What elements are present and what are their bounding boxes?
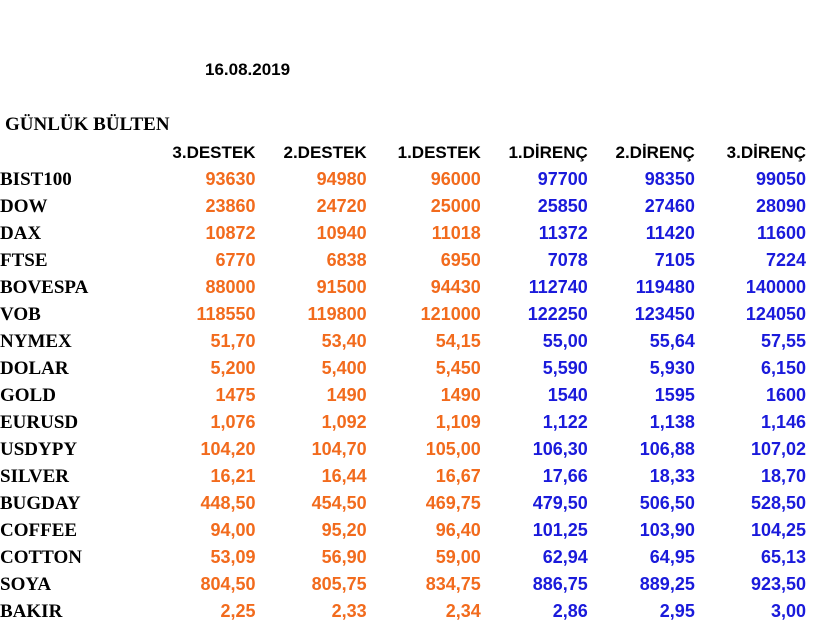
instrument-name: DOLAR — [0, 358, 69, 379]
table-row — [0, 598, 808, 625]
resistance-value: 1,138 — [649, 412, 695, 432]
resistance-value: 18,70 — [760, 466, 806, 486]
support-value: 96000 — [430, 169, 481, 189]
support-value: 2,25 — [220, 601, 256, 621]
resistance-value: 11420 — [645, 223, 695, 243]
support-value: 105,00 — [425, 439, 481, 459]
support-value: 804,50 — [200, 574, 256, 594]
instrument-name: USDYPY — [0, 439, 78, 460]
support-value: 2,34 — [445, 601, 481, 621]
resistance-value: 97700 — [537, 169, 588, 189]
table-row — [0, 517, 808, 544]
support-value: 16,67 — [435, 466, 481, 486]
instrument-name: SOYA — [0, 574, 52, 595]
resistance-value: 124050 — [745, 304, 806, 324]
resistance-value: 5,590 — [542, 358, 588, 378]
header-support-3: 3.DESTEK — [172, 143, 256, 162]
support-value: 96,40 — [435, 520, 481, 540]
support-value: 94980 — [316, 169, 367, 189]
support-value: 6950 — [440, 250, 481, 270]
table-row — [0, 409, 808, 436]
resistance-value: 7224 — [765, 250, 806, 270]
resistance-value: 104,25 — [750, 520, 806, 540]
resistance-value: 1,146 — [760, 412, 806, 432]
support-value: 5,400 — [321, 358, 367, 378]
support-value: 95,20 — [321, 520, 367, 540]
support-value: 118550 — [196, 304, 256, 324]
support-value: 11018 — [431, 223, 481, 243]
resistance-value: 122250 — [527, 304, 588, 324]
resistance-value: 1,122 — [542, 412, 588, 432]
resistance-value: 55,00 — [542, 331, 588, 351]
resistance-value: 1595 — [654, 385, 695, 405]
resistance-value: 106,30 — [532, 439, 588, 459]
support-value: 454,50 — [311, 493, 367, 513]
support-value: 91500 — [316, 277, 367, 297]
resistance-value: 55,64 — [649, 331, 695, 351]
table-row — [0, 436, 808, 463]
support-value: 104,20 — [200, 439, 256, 459]
table-row — [0, 328, 808, 355]
table-row — [0, 355, 808, 382]
support-value: 104,70 — [311, 439, 367, 459]
support-value: 16,21 — [210, 466, 256, 486]
instrument-name: COTTON — [0, 547, 83, 568]
table-row — [0, 274, 808, 301]
header-row — [0, 139, 808, 166]
resistance-value: 18,33 — [649, 466, 695, 486]
support-value: 1,076 — [210, 412, 256, 432]
resistance-value: 25850 — [537, 196, 588, 216]
instrument-name: BUGDAY — [0, 493, 81, 514]
support-value: 23860 — [205, 196, 256, 216]
table-row — [0, 544, 808, 571]
table-row — [0, 571, 808, 598]
resistance-value: 7105 — [654, 250, 695, 270]
instrument-name: EURUSD — [0, 412, 79, 433]
resistance-value: 6,150 — [760, 358, 806, 378]
support-value: 1,109 — [435, 412, 481, 432]
support-value: 121000 — [420, 304, 481, 324]
support-value: 834,75 — [425, 574, 481, 594]
support-value: 88000 — [205, 277, 256, 297]
resistance-value: 64,95 — [649, 547, 695, 567]
support-value: 5,450 — [435, 358, 481, 378]
resistance-value: 106,88 — [639, 439, 695, 459]
resistance-value: 886,75 — [532, 574, 588, 594]
instrument-name: NYMEX — [0, 331, 72, 352]
support-value: 469,75 — [425, 493, 481, 513]
support-value: 51,70 — [210, 331, 256, 351]
table-row — [0, 490, 808, 517]
instrument-name: COFFEE — [0, 520, 78, 541]
resistance-value: 5,930 — [649, 358, 695, 378]
resistance-value: 1540 — [547, 385, 588, 405]
support-value: 93630 — [205, 169, 256, 189]
support-value: 16,44 — [321, 466, 367, 486]
table-row — [0, 247, 808, 274]
resistance-value: 1600 — [765, 385, 806, 405]
support-value: 25000 — [430, 196, 481, 216]
levels-table-header — [0, 139, 808, 166]
instrument-name: DAX — [0, 223, 42, 244]
instrument-name: BIST100 — [0, 169, 72, 190]
header-instrument — [0, 139, 146, 166]
resistance-value: 103,90 — [639, 520, 695, 540]
resistance-value: 17,66 — [542, 466, 588, 486]
support-value: 24720 — [316, 196, 367, 216]
support-value: 59,00 — [435, 547, 481, 567]
resistance-value: 27460 — [644, 196, 695, 216]
bulletin-date: 16.08.2019 — [205, 60, 291, 79]
header-support-1: 1.DESTEK — [397, 143, 481, 162]
levels-table — [0, 139, 808, 625]
resistance-value: 7078 — [547, 250, 588, 270]
header-resistance-3: 3.DİRENÇ — [726, 143, 806, 162]
resistance-value: 140000 — [745, 277, 806, 297]
header-resistance-1: 1.DİRENÇ — [508, 143, 588, 162]
resistance-value: 99050 — [755, 169, 806, 189]
support-value: 54,15 — [435, 331, 481, 351]
table-row — [0, 193, 808, 220]
instrument-name: DOW — [0, 196, 48, 217]
resistance-value: 28090 — [755, 196, 806, 216]
header-support-2: 2.DESTEK — [283, 143, 367, 162]
support-value: 53,40 — [321, 331, 367, 351]
support-value: 6770 — [215, 250, 256, 270]
support-value: 119800 — [307, 304, 367, 324]
instrument-name: VOB — [0, 304, 41, 325]
resistance-value: 65,13 — [760, 547, 806, 567]
resistance-value: 11600 — [756, 223, 806, 243]
resistance-value: 2,86 — [552, 601, 588, 621]
instrument-name: BOVESPA — [0, 277, 89, 298]
resistance-value: 479,50 — [532, 493, 588, 513]
resistance-value: 57,55 — [760, 331, 806, 351]
resistance-value: 528,50 — [750, 493, 806, 513]
support-value: 53,09 — [210, 547, 256, 567]
support-value: 10940 — [316, 223, 367, 243]
resistance-value: 107,02 — [750, 439, 806, 459]
bulletin-title: GÜNLÜK BÜLTEN — [5, 114, 170, 135]
support-value: 2,33 — [331, 601, 367, 621]
header-resistance-2: 2.DİRENÇ — [615, 143, 695, 162]
resistance-value: 62,94 — [542, 547, 588, 567]
support-value: 1475 — [215, 385, 256, 405]
table-row — [0, 301, 808, 328]
table-row — [0, 463, 808, 490]
instrument-name: SILVER — [0, 466, 70, 487]
support-value: 1490 — [440, 385, 481, 405]
support-value: 1490 — [326, 385, 367, 405]
support-value: 56,90 — [321, 547, 367, 567]
instrument-name: BAKIR — [0, 601, 63, 622]
table-row — [0, 220, 808, 247]
support-value: 94,00 — [210, 520, 256, 540]
resistance-value: 123450 — [634, 304, 695, 324]
support-value: 448,50 — [200, 493, 256, 513]
resistance-value: 2,95 — [659, 601, 695, 621]
resistance-value: 11372 — [538, 223, 588, 243]
resistance-value: 923,50 — [750, 574, 806, 594]
table-row — [0, 382, 808, 409]
resistance-value: 101,25 — [532, 520, 588, 540]
resistance-value: 112740 — [528, 277, 588, 297]
support-value: 5,200 — [210, 358, 256, 378]
support-value: 805,75 — [311, 574, 367, 594]
table-row — [0, 166, 808, 193]
levels-table-body — [0, 166, 808, 625]
resistance-value: 98350 — [644, 169, 695, 189]
support-value: 94430 — [430, 277, 481, 297]
resistance-value: 506,50 — [639, 493, 695, 513]
instrument-name: GOLD — [0, 385, 56, 406]
instrument-name: FTSE — [0, 250, 48, 271]
resistance-value: 119480 — [635, 277, 695, 297]
resistance-value: 3,00 — [770, 601, 806, 621]
resistance-value: 889,25 — [639, 574, 695, 594]
support-value: 1,092 — [321, 412, 367, 432]
support-value: 10872 — [205, 223, 256, 243]
support-value: 6838 — [326, 250, 367, 270]
